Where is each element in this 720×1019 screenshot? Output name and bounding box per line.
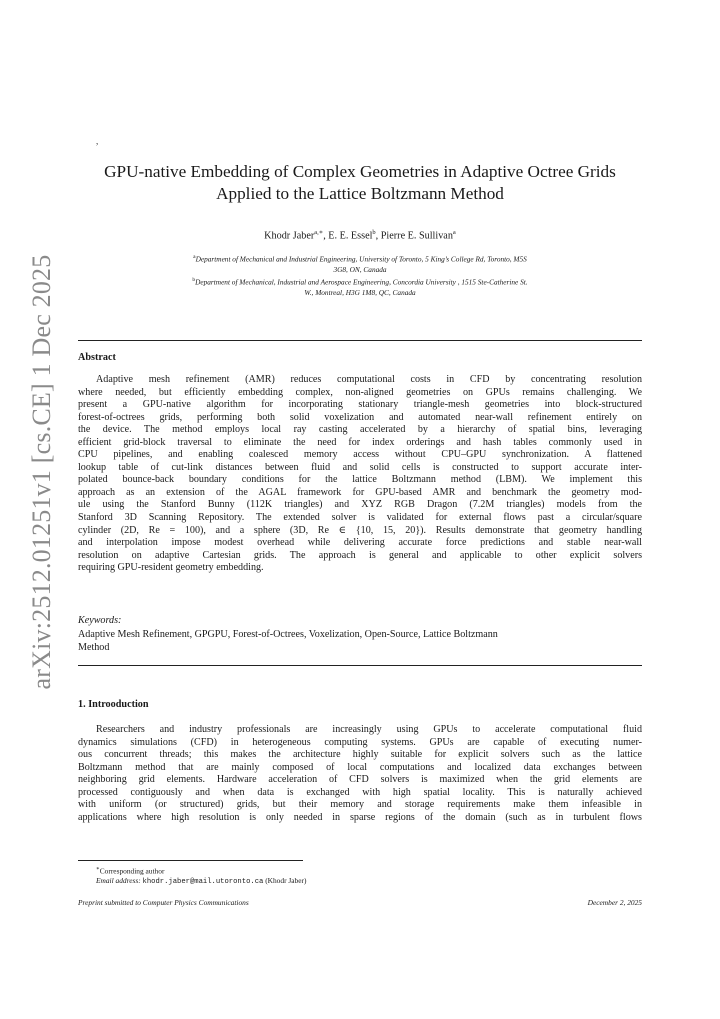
abstract-line: approach as an extension of the AGAL framework for GPU-based AMR and benchmark the geometry mod- <box>78 486 642 498</box>
affiliation-b <box>96 275 624 299</box>
abstract-line: Stanford 3D Scanning Repository. The extended solver is validated for external flows past a circular/square <box>78 512 642 524</box>
introduction-line: Boltzmann method that are mainly composed of local computations and localized data exchanges between <box>78 761 642 773</box>
abstract-line: requiring GPU-resident geometry embedding. <box>78 562 264 574</box>
keywords-list <box>78 629 642 654</box>
introduction-line: Researchers and industry professionals are increasingly using GPUs to accelerate computational fluid <box>96 724 642 735</box>
abstract-line: cylinder (2D, Re = 100), and a sphere (3D, Re ∈ {10, 15, 20}). Results demonstrate that geometry handling <box>78 524 642 536</box>
introduction-line: ous concurrent threads; this makes the architecture highly suitable for explicit solvers such as the lattice <box>78 749 642 761</box>
abstract-line: efficient grid-block traversal to eliminate the need for index orderings and hash tables commonly used in <box>78 436 642 448</box>
affiliation-text: 3G8, ON, Canada <box>333 265 387 275</box>
abstract-heading: Abstract <box>78 352 116 363</box>
abstract-body <box>78 374 642 575</box>
author-name: Khodr Jaber <box>264 230 315 242</box>
footnote-text: Corresponding author <box>99 866 165 876</box>
footer-journal: Preprint submitted to Computer Physics Communications <box>78 898 249 907</box>
section-heading-introduction: 1. Introoduction <box>78 699 149 710</box>
abstract-line: present a GPU-native algorithm for incorporating stationary triangle-mesh geometries into block-structured <box>78 399 642 411</box>
abstract-line: where needed, but efficiently embedding complex, non-aligned geometries on GPUs remains challenging. We <box>78 386 642 398</box>
abstract-line: polated bounce-back boundary conditions for the lattice Boltzmann method (LBM). We implement this <box>78 474 642 486</box>
footnote-rule <box>78 860 303 861</box>
affiliation-text: W., Montreal, H3G 1M8, QC, Canada <box>304 288 416 298</box>
introduction-body <box>78 724 642 824</box>
title-line-2: Applied to the Lattice Boltzmann Method <box>216 183 504 203</box>
introduction-line: applications where high resolution is only needed in sparse regions of the domain (such as in turbulent flows <box>78 811 642 823</box>
abstract-top-rule <box>78 340 642 341</box>
keywords-line: Method <box>78 641 110 653</box>
author-separator: , <box>323 230 329 242</box>
abstract-line: the device. The method employs local ray casting accelerated by a hierarchy of spatial bins, leveraging <box>78 424 642 436</box>
paper-title <box>78 161 642 204</box>
abstract-line: forest-of-octrees grids, performing both solid voxelization and automated near-wall refinement entirely on <box>78 411 642 423</box>
email-label: Email address: <box>96 876 141 885</box>
abstract-line: ule using the Stanford Bunny (112K triangles) and XYZ RGB Dragon (7.2M triangles) models from the <box>78 499 642 511</box>
author-name: Pierre E. Sullivan <box>380 230 453 242</box>
author-affiliation-mark: a,∗ <box>314 229 324 236</box>
abstract-bottom-rule <box>78 665 642 666</box>
keywords-label: Keywords: <box>78 615 122 626</box>
abstract-line: and interpolation impose modest overhead while delivering accurate force predictions and stable near-wall <box>78 537 642 549</box>
stray-mark: , <box>96 136 99 146</box>
abstract-line: lookup table of cut-link distances between fluid and solid cells is constructed to support accurate inter- <box>78 461 642 473</box>
arxiv-identifier-stamp: arXiv:2512.01251v1 [cs.CE] 1 Dec 2025 <box>27 254 56 690</box>
introduction-line: neighboring grid elements. Hardware acceleration of CFD solvers is maximized when the grid elements are <box>78 774 642 786</box>
author-affiliation-mark: a <box>452 229 456 236</box>
introduction-line: dynamics simulations (CFD) in heterogeneous computing systems. GPUs are capable of executing numer- <box>78 736 642 748</box>
footer-date: December 2, 2025 <box>587 898 642 907</box>
keywords-line: Adaptive Mesh Refinement, GPGPU, Forest-of-Octrees, Voxelization, Open-Source, Lattice Boltzmann <box>78 629 498 640</box>
footnote-mark: ∗ <box>96 866 100 872</box>
author-separator: , <box>375 230 381 242</box>
author-affiliation-mark: b <box>372 229 376 236</box>
abstract-line: Adaptive mesh refinement (AMR) reduces computational costs in CFD by concentrating resolution <box>96 374 642 385</box>
email-owner: (Khodr Jaber) <box>265 876 307 885</box>
email-address-link[interactable]: khodr.jaber@mail.utoronto.ca <box>142 878 264 886</box>
abstract-line: resolution on adaptive Cartesian grids. The approach is general and applicable to other explicit solvers <box>78 549 642 561</box>
affiliation-mark: b <box>192 277 196 283</box>
author-name: E. E. Essel <box>328 230 373 242</box>
introduction-line: processed contiguously and when data is exchanged with high spatial locality. This is naturally achieved <box>78 786 642 798</box>
affiliation-text: Department of Mechanical, Industrial and Aerospace Engineering, Concordia University , 1515 Ste-Catherine St. <box>195 277 528 287</box>
affiliation-text: Department of Mechanical and Industrial Engineering, University of Toronto, 5 King’s College Rd, Toronto, M5S <box>195 254 527 264</box>
author-list <box>78 228 642 241</box>
footnote-email <box>96 875 306 888</box>
abstract-line: CPU pipelines, and enabling coalesced memory access without CPU–GPU synchronization. A flattened <box>78 449 642 461</box>
affiliation-mark: a <box>193 254 196 260</box>
affiliation-a <box>96 252 624 276</box>
introduction-line: with uniform (or structured) grids, but their memory and storage requirements make them infeasible in <box>78 799 642 811</box>
title-line-1: GPU-native Embedding of Complex Geometries in Adaptive Octree Grids <box>104 162 616 181</box>
